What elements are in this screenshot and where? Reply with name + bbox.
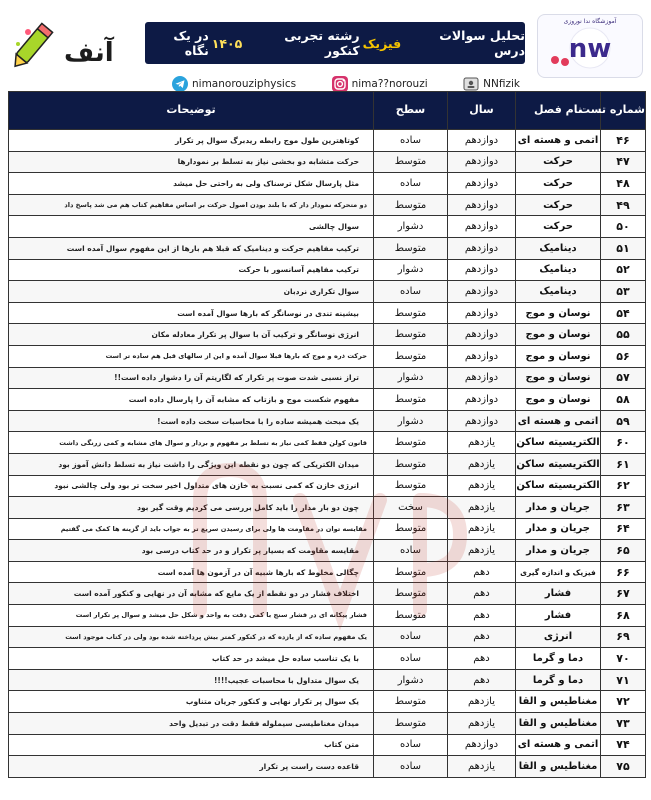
- row-year: دوازدهم: [448, 345, 516, 367]
- row-level: ساده: [374, 281, 448, 303]
- row-number: ۴۹: [601, 194, 646, 216]
- row-level: دشوار: [374, 669, 448, 691]
- row-year: دوازدهم: [448, 216, 516, 238]
- table-row: [9, 518, 646, 540]
- row-level: ساده: [374, 130, 448, 152]
- row-year: یازدهم: [448, 691, 516, 713]
- row-chapter: فیزیک و اندازه گیری: [516, 561, 601, 583]
- row-number: ۵۲: [601, 259, 646, 281]
- row-number: ۵۳: [601, 281, 646, 303]
- row-level: دشوار: [374, 410, 448, 432]
- row-chapter: دینامیک: [516, 281, 601, 303]
- row-notes: اختلاف فشار در دو نقطه از یک مایع که مشابه آن در نهایی و کنکور آمده است: [9, 583, 374, 605]
- other-handle: NNfizik: [483, 78, 520, 90]
- row-notes: کوتاهترین طول موج رابطه ریدبرگ سوال پر تکرار: [9, 130, 374, 152]
- row-notes: یک سوال پر تکرار نهایی و کنکور جریان متناوب: [9, 691, 374, 713]
- row-year: دهم: [448, 648, 516, 670]
- row-chapter: انرژی: [516, 626, 601, 648]
- table-row: [9, 259, 646, 281]
- row-level: متوسط: [374, 194, 448, 216]
- instagram-link[interactable]: [332, 76, 428, 92]
- row-number: ۶۷: [601, 583, 646, 605]
- header-chapter: نام فصل: [516, 92, 601, 130]
- row-number: ۶۵: [601, 540, 646, 562]
- table-row: [9, 432, 646, 454]
- table-row: [9, 389, 646, 411]
- row-chapter: حرکت: [516, 151, 601, 173]
- row-number: ۶۴: [601, 518, 646, 540]
- row-notes: تراز نسبی شدت صوت پر تکرار که لگاریتم آن را دشوار داده است!!: [9, 367, 374, 389]
- row-chapter: جریان و مدار: [516, 518, 601, 540]
- row-level: متوسط: [374, 475, 448, 497]
- row-chapter: نوسان و موج: [516, 367, 601, 389]
- row-year: دوازدهم: [448, 389, 516, 411]
- row-year: دوازدهم: [448, 173, 516, 195]
- row-level: دشوار: [374, 259, 448, 281]
- telegram-handle: nimanorouziphysics: [192, 78, 297, 90]
- row-number: ۷۰: [601, 648, 646, 670]
- row-year: دوازدهم: [448, 410, 516, 432]
- row-year: دهم: [448, 605, 516, 627]
- brand-right-caption: آموزشگاه ندا نوروزی: [563, 18, 617, 25]
- row-chapter: الکتریسیته ساکن: [516, 475, 601, 497]
- row-year: دهم: [448, 669, 516, 691]
- row-number: ۶۱: [601, 453, 646, 475]
- row-chapter: دینامیک: [516, 237, 601, 259]
- table-row: [9, 561, 646, 583]
- header-notes: توضیحات: [9, 92, 374, 130]
- row-level: ساده: [374, 734, 448, 756]
- row-number: ۵۸: [601, 389, 646, 411]
- row-year: دوازدهم: [448, 237, 516, 259]
- row-number: ۵۷: [601, 367, 646, 389]
- row-level: ساده: [374, 173, 448, 195]
- row-chapter: فشار: [516, 605, 601, 627]
- other-social-link[interactable]: [463, 76, 520, 92]
- table-row: [9, 713, 646, 735]
- title-banner: [145, 22, 525, 64]
- row-year: دوازدهم: [448, 281, 516, 303]
- row-number: ۴۸: [601, 173, 646, 195]
- row-chapter: اتمی و هسته ای: [516, 410, 601, 432]
- analysis-table: [8, 91, 646, 778]
- row-chapter: مغناطیس و القا: [516, 756, 601, 778]
- row-notes: مثل پارسال شکل ترسناک ولی به راحتی حل میشد: [9, 173, 374, 195]
- brand-logo-left: [8, 20, 126, 80]
- row-chapter: مغناطیس و القا: [516, 713, 601, 735]
- row-level: سخت: [374, 497, 448, 519]
- row-chapter: نوسان و موج: [516, 345, 601, 367]
- table-row: [9, 237, 646, 259]
- table-row: [9, 605, 646, 627]
- row-chapter: مغناطیس و القا: [516, 691, 601, 713]
- row-level: متوسط: [374, 389, 448, 411]
- table-row: [9, 367, 646, 389]
- table-header-row: [9, 92, 646, 130]
- row-notes: میدان الکتریکی که چون دو نقطه این ویژگی را داشت نیاز به تسلط دانش آموز بود: [9, 453, 374, 475]
- row-notes: مقایسه توان در مقاومت ها ولی برای رسیدن سریع تر به جواب باید از گزینه ها کمک می گفتیم: [9, 518, 374, 540]
- row-number: ۵۵: [601, 324, 646, 346]
- row-chapter: الکتریسیته ساکن: [516, 453, 601, 475]
- row-notes: مقایسه مقاومت که بسیار پر تکرار و در حد کتاب درسی بود: [9, 540, 374, 562]
- table-row: [9, 453, 646, 475]
- table-row: [9, 410, 646, 432]
- table-row: [9, 345, 646, 367]
- brand-logo-right: [537, 14, 643, 78]
- row-year: یازدهم: [448, 540, 516, 562]
- title-year: ۱۴۰۵: [211, 35, 243, 51]
- row-year: یازدهم: [448, 497, 516, 519]
- header-year: سال: [448, 92, 516, 130]
- table-row: [9, 151, 646, 173]
- row-year: دوازدهم: [448, 734, 516, 756]
- row-number: ۴۷: [601, 151, 646, 173]
- table-row: [9, 302, 646, 324]
- title-subject: فیزیک: [362, 35, 402, 51]
- row-level: دشوار: [374, 216, 448, 238]
- row-year: دهم: [448, 626, 516, 648]
- row-number: ۷۴: [601, 734, 646, 756]
- table-row: [9, 756, 646, 778]
- row-level: متوسط: [374, 713, 448, 735]
- row-year: یازدهم: [448, 756, 516, 778]
- row-notes: انرژی خازن که کمی نسبت به خازن های متداول اخیر سخت تر بود ولی چالشی نبود: [9, 475, 374, 497]
- row-notes: سوال چالشی: [9, 216, 374, 238]
- row-chapter: نوسان و موج: [516, 324, 601, 346]
- row-number: ۵۰: [601, 216, 646, 238]
- row-level: متوسط: [374, 691, 448, 713]
- row-year: دوازدهم: [448, 194, 516, 216]
- row-notes: میدان مغناطیسی سیملوله فقط دقت در تبدیل واحد: [9, 713, 374, 735]
- row-chapter: دما و گرما: [516, 648, 601, 670]
- row-chapter: اتمی و هسته ای: [516, 130, 601, 152]
- row-level: متوسط: [374, 302, 448, 324]
- table-row: [9, 626, 646, 648]
- row-number: ۵۱: [601, 237, 646, 259]
- row-level: متوسط: [374, 605, 448, 627]
- table-row: [9, 734, 646, 756]
- table-row: [9, 540, 646, 562]
- row-chapter: فشار: [516, 583, 601, 605]
- row-chapter: دما و گرما: [516, 669, 601, 691]
- row-notes: یک سوال متداول با محاسبات عجیب!!!!: [9, 669, 374, 691]
- row-year: دهم: [448, 561, 516, 583]
- row-notes: حرکت ذره و موج که بارها قبلا سوال آمده و این از سالهای قبل هم ساده تر است: [9, 345, 374, 367]
- table-row: [9, 648, 646, 670]
- row-year: دوازدهم: [448, 259, 516, 281]
- row-year: دوازدهم: [448, 130, 516, 152]
- row-chapter: حرکت: [516, 216, 601, 238]
- row-number: ۶۶: [601, 561, 646, 583]
- row-chapter: نوسان و موج: [516, 389, 601, 411]
- id-badge-icon: [463, 76, 479, 92]
- telegram-link[interactable]: [172, 76, 296, 92]
- row-level: متوسط: [374, 432, 448, 454]
- row-number: ۶۲: [601, 475, 646, 497]
- row-number: ۷۳: [601, 713, 646, 735]
- row-number: ۷۱: [601, 669, 646, 691]
- row-level: ساده: [374, 540, 448, 562]
- row-notes: چون دو بار مدار را باید کامل بررسی می کردیم وقت گیر بود: [9, 497, 374, 519]
- header-level: سطح: [374, 92, 448, 130]
- row-chapter: نوسان و موج: [516, 302, 601, 324]
- row-year: دوازدهم: [448, 324, 516, 346]
- title-part3: در یک نگاه: [173, 28, 209, 58]
- page-header: [0, 0, 651, 100]
- row-level: متوسط: [374, 237, 448, 259]
- row-level: متوسط: [374, 151, 448, 173]
- row-chapter: جریان و مدار: [516, 540, 601, 562]
- row-level: ساده: [374, 626, 448, 648]
- table-row: [9, 583, 646, 605]
- row-number: ۴۶: [601, 130, 646, 152]
- table-row: [9, 691, 646, 713]
- row-year: یازدهم: [448, 432, 516, 454]
- row-year: یازدهم: [448, 518, 516, 540]
- table-body: [9, 130, 646, 778]
- row-notes: سوال تکراری نردبان: [9, 281, 374, 303]
- row-level: متوسط: [374, 324, 448, 346]
- row-notes: فشار پیکانه ای در فشار سنج با کمی دقت به واحد و شکل حل میشد و سوال پر تکرار است: [9, 605, 374, 627]
- row-chapter: دینامیک: [516, 259, 601, 281]
- row-number: ۵۹: [601, 410, 646, 432]
- row-number: ۶۳: [601, 497, 646, 519]
- row-notes: ترکیب مفاهیم حرکت و دینامیک که قبلا هم بارها از این مفهوم سوال آمده است: [9, 237, 374, 259]
- row-level: ساده: [374, 756, 448, 778]
- row-level: متوسط: [374, 583, 448, 605]
- instagram-icon: [332, 76, 348, 92]
- row-chapter: حرکت: [516, 173, 601, 195]
- row-notes: متن کتاب: [9, 734, 374, 756]
- brand-right-logo-text: nw: [568, 34, 612, 64]
- table-row: [9, 130, 646, 152]
- row-notes: قانون کولن فقط کمی نیاز به تسلط بر مفهوم و بردار و سوال های مشابه و کمی زرنگی داشت: [9, 432, 374, 454]
- row-notes: یک مفهوم ساده که از یازده که در کنکور کمتر بیش پرداخته شده بود ولی در کتاب موجود است: [9, 626, 374, 648]
- table-row: [9, 173, 646, 195]
- row-year: دوازدهم: [448, 151, 516, 173]
- row-notes: قاعده دست راست پر تکرار: [9, 756, 374, 778]
- row-year: دهم: [448, 583, 516, 605]
- row-level: دشوار: [374, 367, 448, 389]
- row-notes: حرکت متشابه دو بخشی نیاز به تسلط بر نمودارها: [9, 151, 374, 173]
- title-part2: رشته تجربی کنکور: [284, 28, 360, 58]
- brand-mark-icon: [545, 26, 635, 70]
- row-year: یازدهم: [448, 713, 516, 735]
- row-chapter: اتمی و هسته ای: [516, 734, 601, 756]
- row-notes: ترکیب مفاهیم آسانسور با حرکت: [9, 259, 374, 281]
- table-row: [9, 669, 646, 691]
- row-notes: انرژی نوسانگر و ترکیب آن با سوال پر تکرار معادله مکان: [9, 324, 374, 346]
- row-year: دوازدهم: [448, 302, 516, 324]
- row-year: یازدهم: [448, 453, 516, 475]
- telegram-icon: [172, 76, 188, 92]
- table-row: [9, 324, 646, 346]
- instagram-handle: nima??norouzi: [351, 78, 428, 90]
- row-notes: بیشینه تندی در نوسانگر که بارها سوال آمده است: [9, 302, 374, 324]
- row-notes: با یک تناسب ساده حل میشد در حد کتاب: [9, 648, 374, 670]
- table-row: [9, 497, 646, 519]
- row-number: ۷۲: [601, 691, 646, 713]
- row-notes: مفهوم شکست موج و بازتاب که مشابه آن را پارسال داده است: [9, 389, 374, 411]
- brand-left-text: آنف: [64, 38, 114, 68]
- row-year: یازدهم: [448, 475, 516, 497]
- row-level: متوسط: [374, 561, 448, 583]
- analysis-table-wrapper: [8, 91, 645, 778]
- header-number: شماره تست: [601, 92, 646, 130]
- row-notes: یک مبحث همیشه ساده را با محاسبات سخت داده است!: [9, 410, 374, 432]
- row-notes: چگالی مخلوط که بارها شبیه آن در آزمون ها آمده است: [9, 561, 374, 583]
- row-chapter: حرکت: [516, 194, 601, 216]
- table-row: [9, 216, 646, 238]
- table-row: [9, 281, 646, 303]
- row-number: ۶۰: [601, 432, 646, 454]
- row-number: ۶۸: [601, 605, 646, 627]
- row-chapter: جریان و مدار: [516, 497, 601, 519]
- title-part1: تحلیل سوالات درس: [439, 28, 525, 58]
- row-number: ۵۶: [601, 345, 646, 367]
- table-row: [9, 194, 646, 216]
- row-level: متوسط: [374, 453, 448, 475]
- row-level: متوسط: [374, 345, 448, 367]
- row-level: ساده: [374, 648, 448, 670]
- row-number: ۷۵: [601, 756, 646, 778]
- row-number: ۵۴: [601, 302, 646, 324]
- row-chapter: الکتریسیته ساکن: [516, 432, 601, 454]
- row-year: دوازدهم: [448, 367, 516, 389]
- row-notes: دو متحرکه نمودار دار که با بلند بودن اصول حرکت بر اساس مفاهیم کتاب هم می شد پاسخ داد: [9, 194, 374, 216]
- row-number: ۶۹: [601, 626, 646, 648]
- table-row: [9, 475, 646, 497]
- row-level: متوسط: [374, 518, 448, 540]
